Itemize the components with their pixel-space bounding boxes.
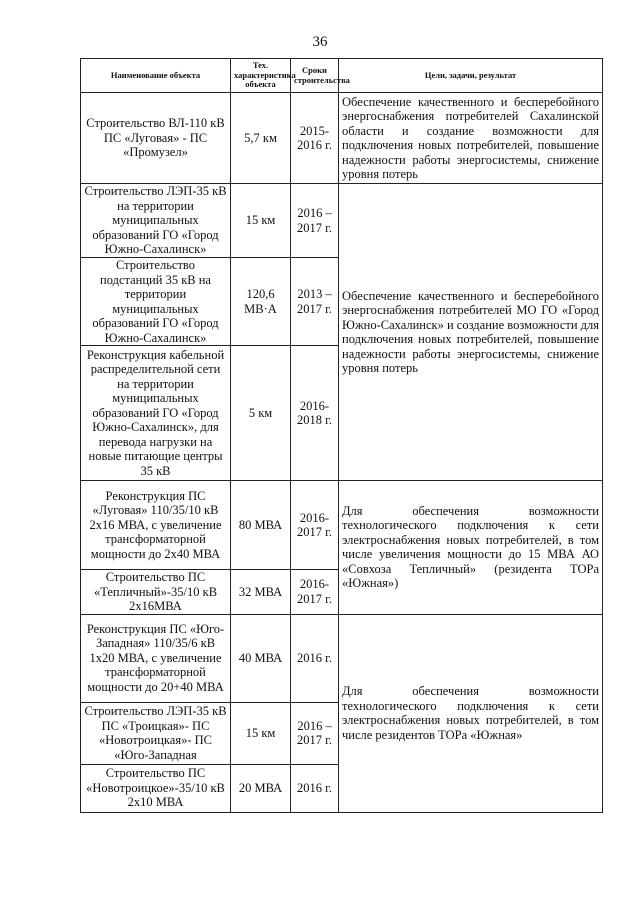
object-spec: 5,7 км <box>231 93 291 184</box>
goal-text: Для обеспечения возможности технологического подключения к сети электроснабжения новых потребителей, в том числе увеличения мощности до 15 МВА АО «Совхоза Тепличный» (резидента ТОРа «Южная») <box>339 481 603 615</box>
header-term: Сроки строительства <box>291 59 339 93</box>
object-spec: 15 км <box>231 702 291 764</box>
object-name: Строительство подстанций 35 кВ на территории муниципальных образований ГО «Город Южно-Сахалинск» <box>81 258 231 346</box>
header-name: Наименование объекта <box>81 59 231 93</box>
object-spec: 5 км <box>231 346 291 481</box>
table-row <box>81 614 603 702</box>
header-spec: Тех. характеристика объекта <box>231 59 291 93</box>
object-name: Строительство ЛЭП-35 кВ ПС «Троицкая»- ПС «Новотроицкая»- ПС «Юго-Западная <box>81 702 231 764</box>
object-spec: 20 МВА <box>231 764 291 812</box>
goal-text: Обеспечение качественного и бесперебойного энергоснабжения потребителей Сахалинской области и создание возможности для подключения новых потребителей, повышение надежности работы энергосистемы, снижение уровня потерь <box>339 93 603 184</box>
object-spec: 40 МВА <box>231 614 291 702</box>
object-term: 2016 г. <box>291 614 339 702</box>
object-name: Строительство ПС «Тепличный»-35/10 кВ 2х16МВА <box>81 570 231 615</box>
object-name: Строительство ЛЭП-35 кВ на территории муниципальных образований ГО «Город Южно-Сахалинск» <box>81 184 231 258</box>
object-term: 2016 – 2017 г. <box>291 184 339 258</box>
table-row <box>81 481 603 570</box>
table-row <box>81 184 603 258</box>
header-row <box>81 59 603 93</box>
object-term: 2016-2017 г. <box>291 570 339 615</box>
header-goals: Цели, задачи, результат <box>339 59 603 93</box>
object-spec: 15 км <box>231 184 291 258</box>
goal-text: Для обеспечения возможности технологического подключения к сети электроснабжения новых потребителей, в том числе резидентов ТОРа «Южная» <box>339 614 603 812</box>
object-term: 2016 – 2017 г. <box>291 702 339 764</box>
object-term: 2015-2016 г. <box>291 93 339 184</box>
page-number: 36 <box>312 34 328 50</box>
object-name: Реконструкция ПС «Юго-Западная» 110/35/6 кВ 1х20 МВА, с увеличение трансформаторной мощности до 20+40 МВА <box>81 614 231 702</box>
object-spec: 80 МВА <box>231 481 291 570</box>
object-name: Реконструкция кабельной распределительной сети на территории муниципальных образований ГО «Город Южно-Сахалинск», для перевода нагрузки на новые питающие центры 35 кВ <box>81 346 231 481</box>
object-name: Строительство ПС «Новотроицкое»-35/10 кВ 2х10 МВА <box>81 764 231 812</box>
goal-text: Обеспечение качественного и бесперебойного энергоснабжения потребителей МО ГО «Город Южно-Сахалинск» и создание возможности для подключения новых потребителей, повышение надежности работы энергосистемы, снижение уровня потерь <box>339 184 603 481</box>
object-name: Реконструкция ПС «Луговая» 110/35/10 кВ 2х16 МВА, с увеличение трансформаторной мощности до 2х40 МВА <box>81 481 231 570</box>
object-spec: 32 МВА <box>231 570 291 615</box>
object-term: 2013 – 2017 г. <box>291 258 339 346</box>
object-term: 2016-2017 г. <box>291 481 339 570</box>
object-name: Строительство ВЛ-110 кВ ПС «Луговая» - ПС «Промузел» <box>81 93 231 184</box>
table-row <box>81 93 603 184</box>
objects-table <box>80 58 603 813</box>
object-term: 2016 г. <box>291 764 339 812</box>
object-spec: 120,6 МВ·А <box>231 258 291 346</box>
object-term: 2016-2018 г. <box>291 346 339 481</box>
